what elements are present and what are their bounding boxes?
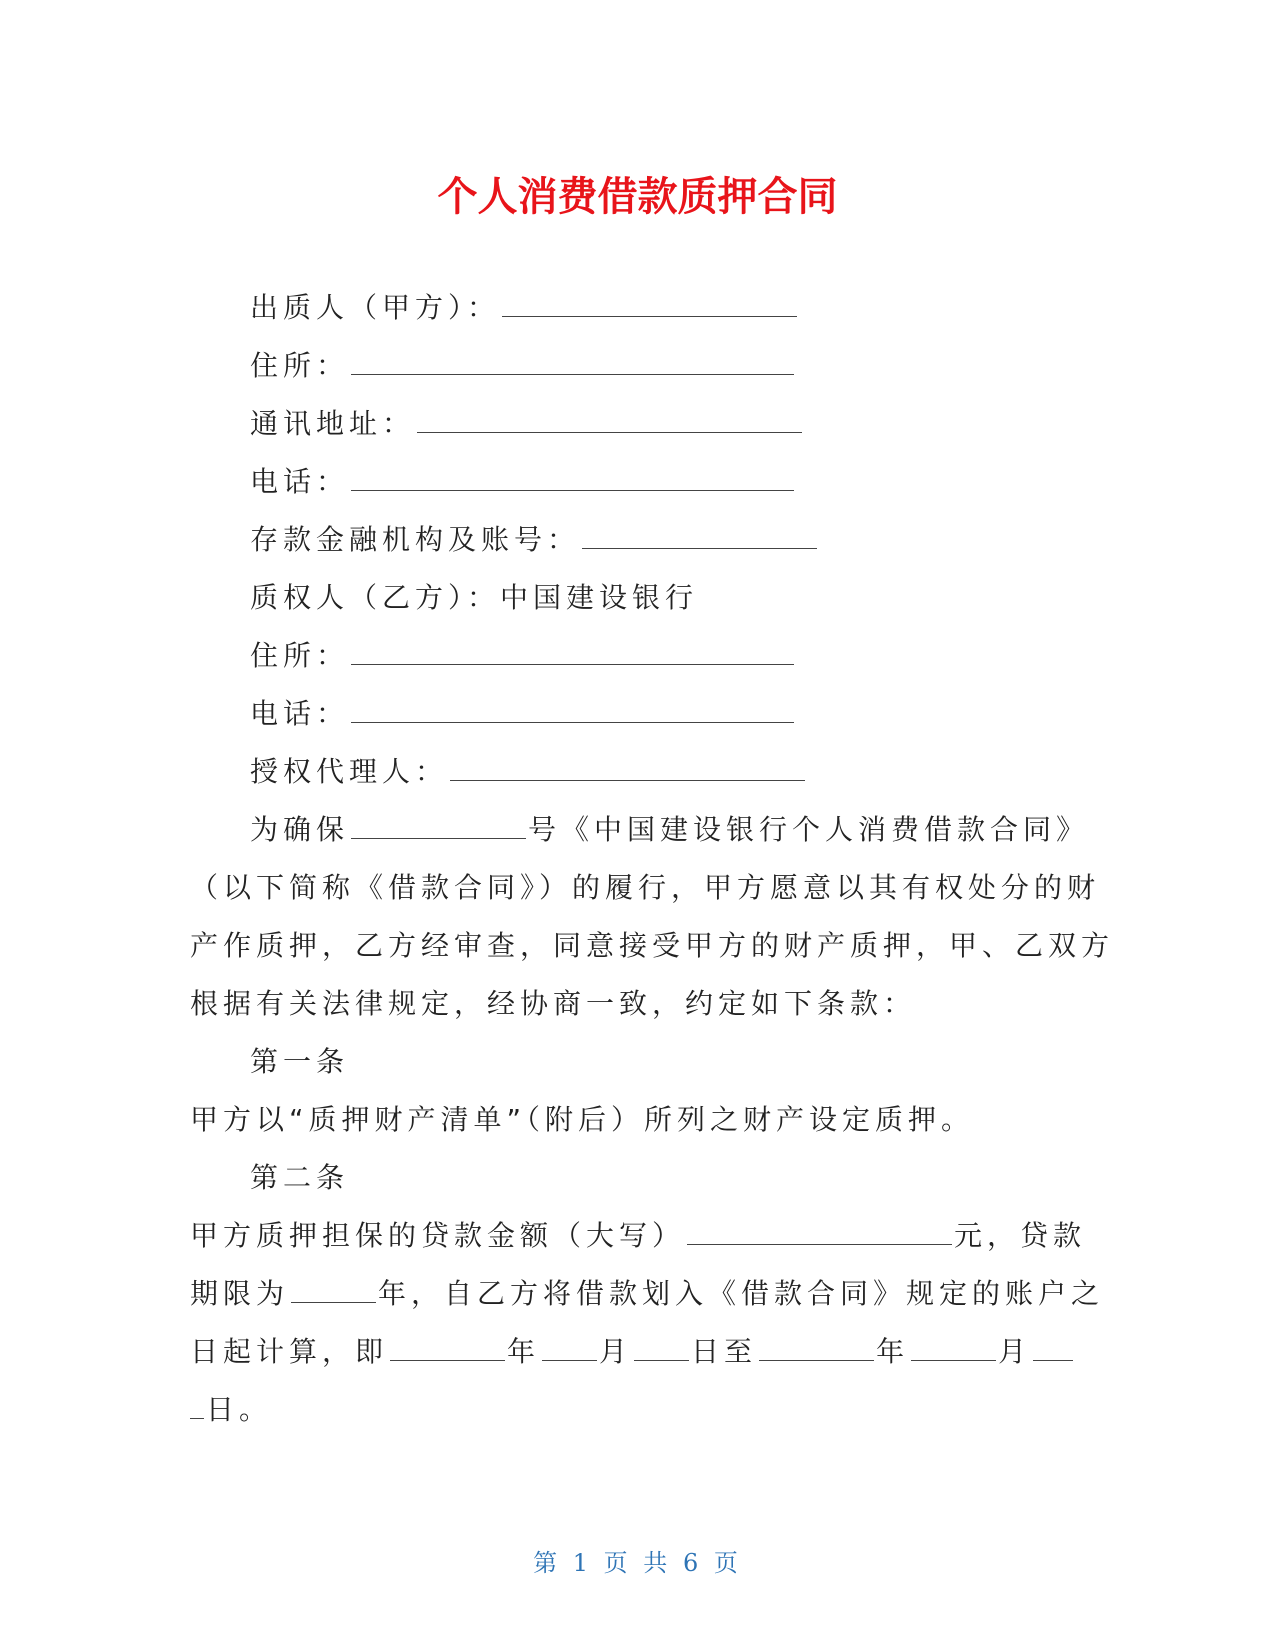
start-year-label: 年 xyxy=(507,1335,541,1368)
article-2-l2-b: 年，自乙方将借款划入《借款合同》规定的账户之 xyxy=(378,1277,1105,1310)
start-month-blank[interactable] xyxy=(542,1332,597,1361)
article-2-line-2 xyxy=(190,1274,1104,1314)
mailing-address-field xyxy=(250,404,804,444)
bank-account-field xyxy=(250,520,819,560)
intro-line-2: （以下简称《借款合同》）的履行，甲方愿意以其有权处分的财 xyxy=(190,871,1101,904)
pledgee-phone-label: 电话： xyxy=(250,697,350,730)
article-2-line-3 xyxy=(190,1332,1075,1372)
article-2-l2-a: 期限为 xyxy=(190,1277,290,1310)
agent-label: 授权代理人： xyxy=(250,755,449,788)
day-to-label: 日至 xyxy=(691,1335,758,1368)
agent-field xyxy=(250,752,807,792)
start-day-blank[interactable] xyxy=(634,1332,689,1361)
loan-amount-blank[interactable] xyxy=(687,1216,952,1245)
bank-account-blank[interactable] xyxy=(582,520,817,549)
intro-line-3: 产作质押，乙方经审查，同意接受甲方的财产质押，甲、乙双方 xyxy=(190,929,1115,962)
pledgee-address-label: 住所： xyxy=(250,639,350,672)
pledgor-phone-label: 电话： xyxy=(250,465,350,498)
article-2-l1-a: 甲方质押担保的贷款金额（大写） xyxy=(190,1219,686,1252)
pledgor-field xyxy=(250,288,799,328)
agent-blank[interactable] xyxy=(450,752,805,781)
intro-l1-a: 为确保 xyxy=(250,813,350,846)
intro-line-4: 根据有关法律规定，经协商一致，约定如下条款： xyxy=(190,987,917,1020)
article-2-l3-a: 日起计算，即 xyxy=(190,1335,389,1368)
start-year-blank[interactable] xyxy=(390,1332,505,1361)
contract-number-blank[interactable] xyxy=(351,810,526,839)
pledgee-phone-blank[interactable] xyxy=(351,694,794,723)
end-day-blank-part-2[interactable] xyxy=(190,1390,204,1419)
article-2-heading: 第二条 xyxy=(250,1161,350,1194)
article-2-l1-b: 元，贷款 xyxy=(954,1219,1087,1252)
intro-l1-b: 号《中国建设银行个人消费借款合同》 xyxy=(528,813,1090,846)
end-month-label: 月 xyxy=(998,1335,1032,1368)
end-day-label: 日。 xyxy=(206,1393,273,1426)
pledgor-phone-blank[interactable] xyxy=(351,462,794,491)
pledgee-address-field xyxy=(250,636,796,676)
mailing-address-blank[interactable] xyxy=(417,404,802,433)
document-title: 个人消费借款质押合同 xyxy=(437,174,838,220)
bank-account-label: 存款金融机构及账号： xyxy=(250,523,581,556)
pledgee-label: 质权人（乙方）：中国建设银行 xyxy=(250,581,699,614)
pledgor-phone-field xyxy=(250,462,796,502)
pledgor-blank[interactable] xyxy=(502,288,797,317)
pledgor-address-blank[interactable] xyxy=(351,346,794,375)
start-month-label: 月 xyxy=(599,1335,633,1368)
pledgee-phone-field xyxy=(250,694,796,734)
article-1-heading: 第一条 xyxy=(250,1045,350,1078)
pledgee-field xyxy=(250,578,698,618)
pledgor-address-label: 住所： xyxy=(250,349,350,382)
intro-line-1 xyxy=(250,810,1089,850)
article-2-line-1 xyxy=(190,1216,1086,1256)
end-month-blank[interactable] xyxy=(911,1332,996,1361)
end-year-blank[interactable] xyxy=(759,1332,874,1361)
pledgor-address-field xyxy=(250,346,796,386)
page-footer: 第 1 页 共 6 页 xyxy=(533,1549,742,1577)
pledgor-label: 出质人（甲方）： xyxy=(250,291,501,324)
article-1-text: 甲方以“质押财产清单”（附后）所列之财产设定质押。 xyxy=(190,1103,975,1136)
pledgee-address-blank[interactable] xyxy=(351,636,794,665)
article-2-line-4 xyxy=(190,1390,272,1430)
loan-term-blank[interactable] xyxy=(291,1274,376,1303)
end-day-blank-part-1[interactable] xyxy=(1033,1332,1073,1361)
end-year-label: 年 xyxy=(876,1335,910,1368)
mailing-address-label: 通讯地址： xyxy=(250,407,416,440)
